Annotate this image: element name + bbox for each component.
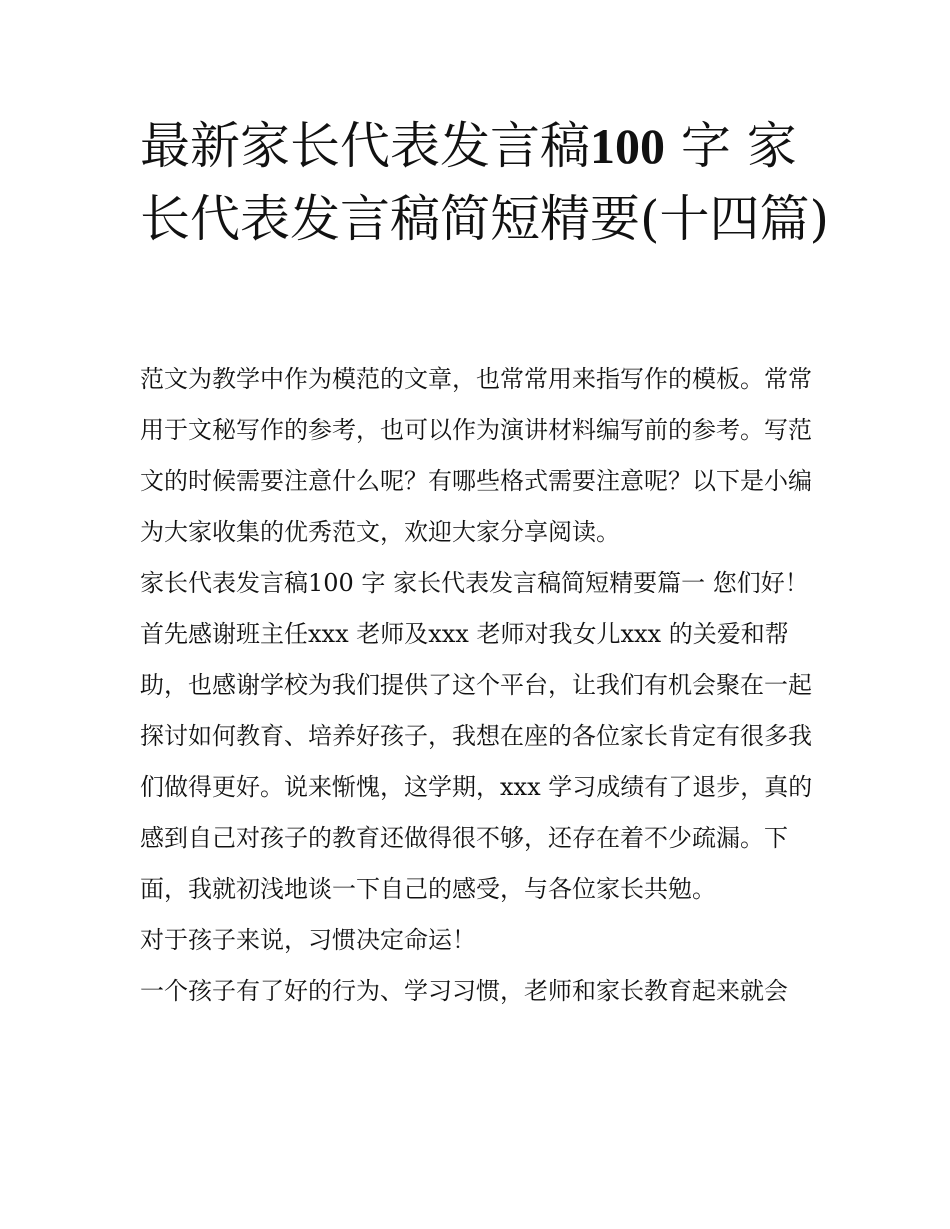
title-text-part1: 最新家长代表发言稿 [140,117,590,175]
paragraph-thanks: 首先感谢班主任xxx 老师及xxx 老师对我女儿xxx 的关爱和帮助，也感谢学校为我们提供了这个平台，让我们有机会聚在一起探讨如何教育、培养好孩子，我想在座的各位家长肯定有很多我们做得更好。说来惭愧，这学期，xxx 学习成绩有了退步，真的感到自己对孩子的教育还做得很不够，还存在着不少疏漏。下面，我就初浅地谈一下自己的感受，与各位家长共勉。 [140,620,813,903]
title-number: 100 [590,118,665,174]
paragraph-continuation: 一个孩子有了好的行为、学习习惯，老师和家长教育起来就会 [140,977,788,1005]
title-text-part2: 字 家长代表发言稿简短精要(十四篇) [140,117,830,248]
paragraph-greeting: 家长代表发言稿100 字 家长代表发言稿简短精要篇一 您们好！ [140,569,809,597]
paragraph-intro: 范文为教学中作为模范的文章，也常常用来指写作的模板。常常用于文秘写作的参考，也可以作为演讲材料编写前的参考。写范文的时候需要注意什么呢？有哪些格式需要注意呢？以下是小编为大家收集的优秀范文，欢迎大家分享阅读。 [140,365,812,546]
document-body [140,354,820,1017]
paragraph-habit: 对于孩子来说，习惯决定命运！ [140,926,476,954]
document-title [140,110,830,256]
